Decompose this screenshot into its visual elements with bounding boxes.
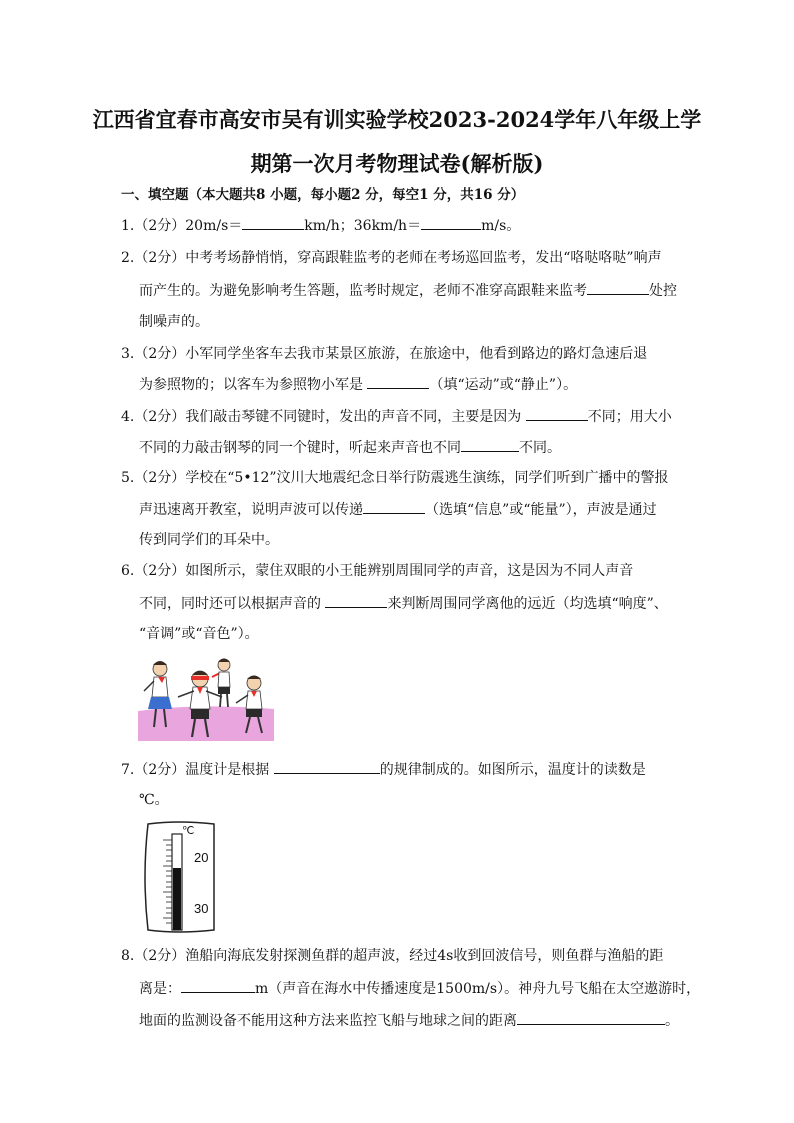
q3-text-b: （填“运动”或“静止”）。 bbox=[429, 377, 578, 393]
q4-text-c: 不同的力敲击钢琴的同一个键时，听起来声音也不同 bbox=[139, 440, 461, 456]
question-1 bbox=[121, 215, 520, 236]
children-illustration bbox=[138, 653, 274, 741]
q4-text-b: 不同；用大小 bbox=[587, 409, 672, 425]
q1-text-b: km/h；36km/h＝ bbox=[304, 218, 422, 234]
q5-line-1: 5.（2分）学校在“5•12”汶川大地震纪念日举行防震逃生演练，同学们听到广播中的警报 bbox=[121, 470, 669, 486]
q2-line-3: 制噪声的。 bbox=[139, 314, 209, 330]
q5-text-b: （选填“信息”或“能量”），声波是通过 bbox=[425, 502, 657, 518]
q6-text-a: 不同，同时还可以根据声音的 bbox=[139, 596, 326, 612]
q8-blank-2[interactable] bbox=[517, 1010, 665, 1025]
q7-line-2: ℃。 bbox=[139, 792, 169, 808]
q6-text-b: 来判断周围同学离他的远近（均选填“响度”、 bbox=[387, 596, 668, 612]
title-line-2: 期第一次月考物理试卷(解析版) bbox=[250, 151, 544, 176]
q8-line-2 bbox=[139, 978, 700, 999]
q3-line-2 bbox=[139, 374, 577, 395]
title-line-1: 江西省宜春市高安市吴有训实验学校2023-2024学年八年级上学 bbox=[92, 107, 702, 132]
q3-line-1: 3.（2分）小军同学坐客车去我市某景区旅游，在旅途中，他看到路边的路灯急速后退 bbox=[121, 346, 648, 362]
q7-blank[interactable] bbox=[274, 759, 380, 774]
q6-blank[interactable] bbox=[325, 593, 387, 608]
q6-line-1: 6.（2分）如图所示，蒙住双眼的小王能辨别周围同学的声音，这是因为不同人声音 bbox=[121, 563, 634, 579]
q4-blank-1[interactable] bbox=[526, 406, 588, 421]
q5-line-3: 传到同学们的耳朵中。 bbox=[139, 532, 279, 548]
q1-blank-1[interactable] bbox=[242, 215, 304, 230]
q8-text-d: 。 bbox=[665, 1013, 679, 1029]
q4-line-2 bbox=[139, 437, 561, 458]
q2-blank[interactable] bbox=[587, 280, 649, 295]
q8-line-1: 8.（2分）渔船向海底发射探测鱼群的超声波，经过4s收到回波信号，则鱼群与渔船的距 bbox=[121, 948, 664, 964]
q4-line-1 bbox=[121, 406, 672, 427]
q7-text-a: 7.（2分）温度计是根据 bbox=[121, 762, 274, 778]
q2-line-1: 2.（2分）中考考场静悄悄，穿高跟鞋监考的老师在考场巡回监考，发出“咯哒咯哒”响声 bbox=[121, 250, 662, 266]
thermometer-figure bbox=[138, 820, 218, 935]
q1-text-c: m/s。 bbox=[481, 218, 521, 234]
q5-line-2 bbox=[139, 499, 657, 520]
q6-line-3: “音调”或“音色”）。 bbox=[139, 626, 259, 642]
q4-text-d: 不同。 bbox=[519, 440, 561, 456]
q5-blank[interactable] bbox=[363, 499, 425, 514]
q3-blank[interactable] bbox=[367, 374, 429, 389]
q8-line-3 bbox=[139, 1010, 679, 1031]
thermometer-label-30: 30 bbox=[194, 901, 209, 916]
q1-text-a: 1.（2分）20m/s＝ bbox=[121, 218, 243, 234]
q8-blank-1[interactable] bbox=[181, 978, 255, 993]
q4-blank-2[interactable] bbox=[461, 437, 519, 452]
q8-text-b: m（声音在海水中传播速度是1500m/s）。神舟九号飞船在太空遨游时， bbox=[255, 981, 701, 997]
q2-line-2 bbox=[139, 280, 677, 301]
q1-blank-2[interactable] bbox=[421, 215, 481, 230]
q2-text-b: 处控 bbox=[649, 283, 677, 299]
q3-text-a: 为参照物的；以客车为参照物小军是 bbox=[139, 377, 368, 393]
q6-line-2 bbox=[139, 593, 668, 614]
q2-text-a: 而产生的。为避免影响考生答题，监考时规定，老师不准穿高跟鞋来监考 bbox=[139, 283, 587, 299]
q5-text-a: 声迅速离开教室，说明声波可以传递 bbox=[139, 502, 363, 518]
section-heading: 一、填空题（本大题共8 小题，每小题2 分，每空1 分，共16 分） bbox=[121, 187, 525, 203]
q7-text-b: 的规律制成的。如图所示，温度计的读数是 bbox=[379, 762, 646, 778]
thermometer-unit: ℃ bbox=[182, 825, 195, 837]
q7-line-1 bbox=[121, 759, 646, 780]
q8-text-a: 离是： bbox=[139, 981, 181, 997]
q8-text-c: 地面的监测设备不能用这种方法来监控飞船与地球之间的距离 bbox=[139, 1013, 517, 1029]
thermometer-label-20: 20 bbox=[194, 850, 209, 865]
q4-text-a: 4.（2分）我们敲击琴键不同键时，发出的声音不同，主要是因为 bbox=[121, 409, 526, 425]
